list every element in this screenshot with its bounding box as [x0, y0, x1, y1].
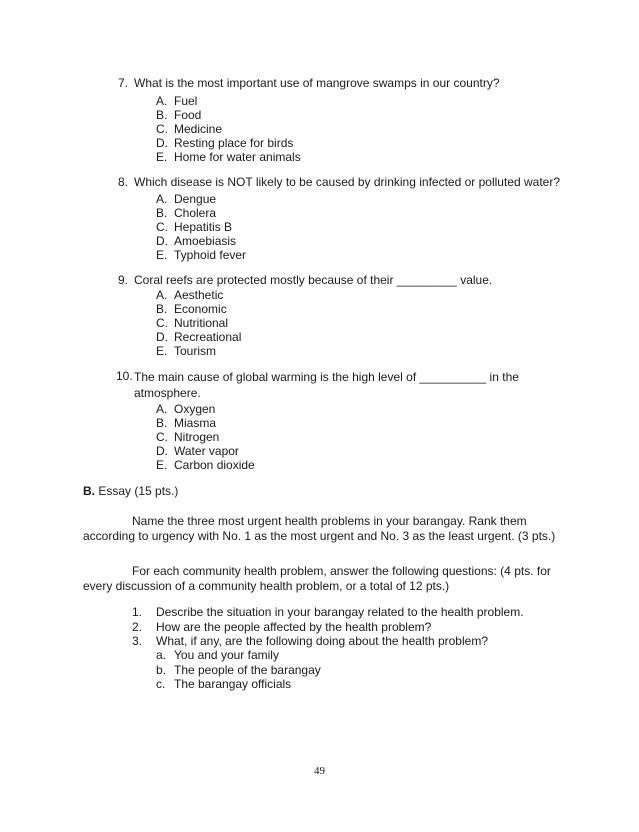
option: C. Hepatitis B [156, 220, 233, 234]
question-stem: Which disease is NOT likely to be caused by drinking infected or polluted water? [134, 175, 560, 189]
option: E. Typhoid fever [156, 248, 247, 262]
option: B. Food [156, 108, 202, 122]
essay-instruction-2: For each community health problem, answer the following questions: (4 pts. for every discussion of a community health problem, or a total of 12 pts.) [83, 564, 551, 593]
question-8-options [156, 192, 246, 262]
question-number: 8. [118, 175, 129, 189]
option: B. Miasma [156, 416, 217, 430]
essay-questions-list [132, 605, 524, 649]
question-9 [118, 273, 598, 287]
section-title: Essay (15 pts.) [98, 484, 179, 498]
question-number: 7. [118, 76, 129, 90]
list-item: 1. Describe the situation in your barangay related to the health problem. [132, 605, 524, 619]
question-10-options [156, 402, 255, 472]
option: C. Nutritional [156, 316, 229, 330]
option: D. Amoebiasis [156, 234, 237, 248]
question-7 [118, 76, 598, 90]
page-number: 49 [314, 765, 325, 777]
option: E. Tourism [156, 344, 217, 358]
option: C. Nitrogen [156, 430, 220, 444]
option: A. Aesthetic [156, 288, 224, 302]
question-stem: The main cause of global warming is the high level of __________ in the atmosphere. [134, 370, 519, 400]
question-8 [118, 175, 598, 189]
list-item: 3. What, if any, are the following doing about the health problem? [132, 634, 488, 648]
question-number: 9. [118, 273, 129, 287]
section-b-heading [83, 484, 178, 498]
question-number: 10. [116, 369, 133, 383]
option: D. Recreational [156, 330, 242, 344]
option: A. Dengue [156, 192, 217, 206]
option: E. Home for water animals [156, 150, 301, 164]
list-item: 2. How are the people affected by the health problem? [132, 619, 432, 634]
option: C. Medicine [156, 122, 223, 136]
list-item: c. The barangay officials [156, 677, 292, 691]
list-item: b. The people of the barangay [156, 662, 321, 677]
option: A. Oxygen [156, 402, 216, 416]
essay-subitems-list [156, 648, 321, 692]
essay-instruction-1: Name the three most urgent health problems in your barangay. Rank them according to urgency with No. 1 as the most urgent and No. 3 as the least urgent. (3 pts.) [83, 514, 556, 543]
question-9-options [156, 288, 241, 358]
option: D. Water vapor [156, 444, 239, 458]
option: E. Carbon dioxide [156, 458, 255, 472]
option: B. Cholera [156, 206, 217, 220]
option: D. Resting place for birds [156, 136, 294, 150]
question-10 [118, 369, 538, 401]
option: A. Fuel [156, 94, 198, 108]
section-label: B. [83, 484, 95, 498]
question-stem: What is the most important use of mangrove swamps in our country? [134, 76, 500, 90]
list-item: a. You and your family [156, 648, 279, 662]
question-7-options [156, 94, 301, 164]
option: B. Economic [156, 302, 227, 316]
question-stem: Coral reefs are protected mostly because of their _________ value. [134, 273, 493, 287]
